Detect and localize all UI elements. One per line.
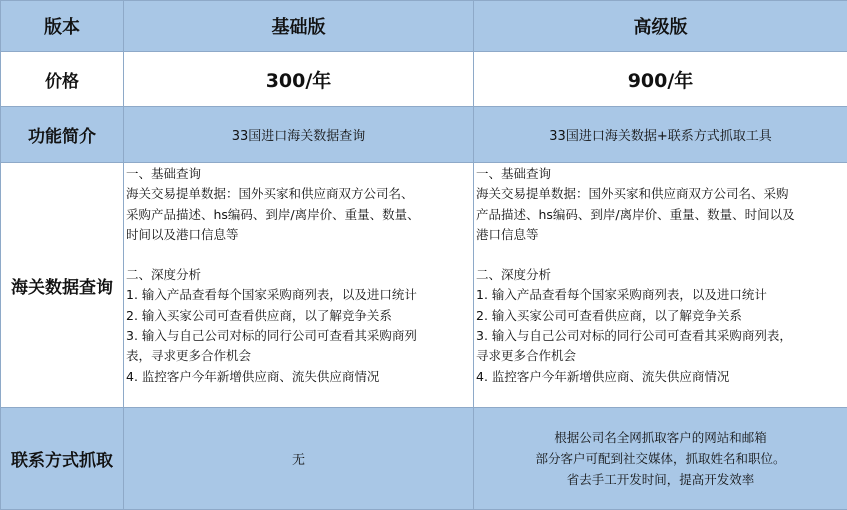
advanced-section1-line: 产品描述、hs编码、到岸/离岸价、重量、数量、时间以及: [476, 205, 845, 225]
header-row: [1, 1, 847, 52]
section-gap: [126, 245, 471, 265]
basic-section2-line: 3. 输入与自己公司对标的同行公司可查看其采购商列: [126, 326, 471, 346]
basic-section2-title: 二、深度分析: [126, 265, 471, 285]
contact-basic: 无: [124, 408, 474, 510]
basic-section2-line: 表，寻求更多合作机会: [126, 346, 471, 366]
customs-row: [1, 163, 847, 408]
price-row: [1, 52, 847, 107]
section-gap: [476, 245, 845, 265]
contact-advanced: [474, 408, 847, 510]
advanced-section2-line: 1. 输入产品查看每个国家采购商列表，以及进口统计: [476, 285, 845, 305]
contact-row: [1, 408, 847, 510]
intro-advanced: 33国进口海关数据+联系方式抓取工具: [474, 107, 847, 163]
customs-basic-detail: [124, 163, 474, 408]
intro-row: [1, 107, 847, 163]
basic-section2-line: 4. 监控客户今年新增供应商、流失供应商情况: [126, 367, 471, 387]
basic-section2-line: 2. 输入买家公司可查看供应商，以了解竞争关系: [126, 306, 471, 326]
intro-label: 功能简介: [1, 107, 124, 163]
header-version-cell: 版本: [1, 1, 124, 52]
advanced-section1-line: 港口信息等: [476, 225, 845, 245]
contact-label: 联系方式抓取: [1, 408, 124, 510]
price-basic: 300/年: [124, 52, 474, 107]
price-advanced: 900/年: [474, 52, 847, 107]
advanced-section1-title: 一、基础查询: [476, 164, 845, 184]
contact-advanced-line: 部分客户可配到社交媒体，抓取姓名和职位。: [474, 448, 847, 469]
advanced-section2-line: 3. 输入与自己公司对标的同行公司可查看其采购商列表，: [476, 326, 845, 346]
intro-basic: 33国进口海关数据查询: [124, 107, 474, 163]
basic-section1-line: 采购产品描述、hs编码、到岸/离岸价、重量、数量、: [126, 205, 471, 225]
advanced-section2-line: 4. 监控客户今年新增供应商、流失供应商情况: [476, 367, 845, 387]
basic-section1-title: 一、基础查询: [126, 164, 471, 184]
contact-advanced-line: 省去手工开发时间，提高开发效率: [474, 469, 847, 490]
header-basic-cell: 基础版: [124, 1, 474, 52]
basic-section2-line: 1. 输入产品查看每个国家采购商列表，以及进口统计: [126, 285, 471, 305]
advanced-section2-title: 二、深度分析: [476, 265, 845, 285]
header-advanced-cell: 高级版: [474, 1, 847, 52]
price-label: 价格: [1, 52, 124, 107]
basic-section1-line: 时间以及港口信息等: [126, 225, 471, 245]
advanced-section2-line: 寻求更多合作机会: [476, 346, 845, 366]
basic-section1-line: 海关交易提单数据：国外买家和供应商双方公司名、: [126, 184, 471, 204]
advanced-section2-line: 2. 输入买家公司可查看供应商，以了解竞争关系: [476, 306, 845, 326]
contact-advanced-line: 根据公司名全网抓取客户的网站和邮箱: [474, 427, 847, 448]
customs-label: 海关数据查询: [1, 163, 124, 408]
customs-advanced-detail: [474, 163, 847, 408]
advanced-section1-line: 海关交易提单数据：国外买家和供应商双方公司名、采购: [476, 184, 845, 204]
